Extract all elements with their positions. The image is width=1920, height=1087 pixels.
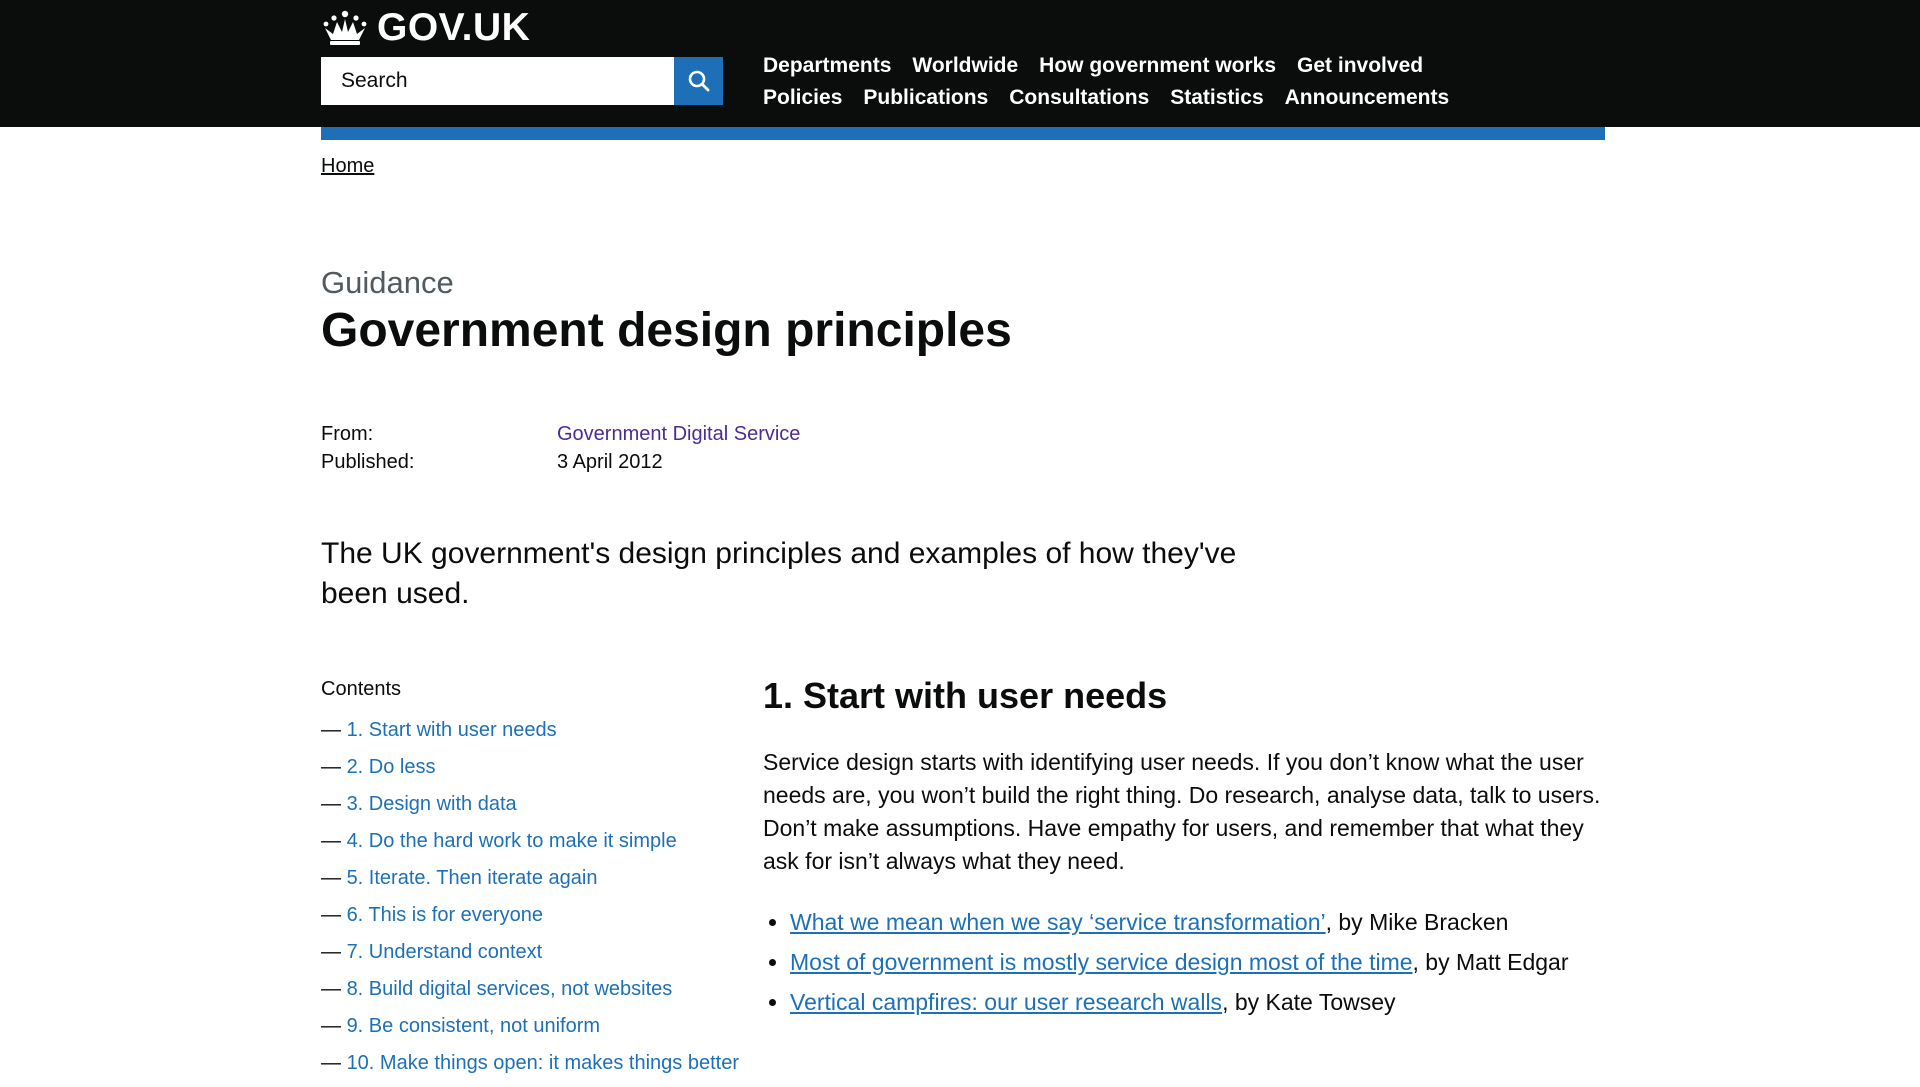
- principle-section: [763, 672, 1605, 1026]
- nav-link-worldwide[interactable]: Worldwide: [912, 54, 1019, 77]
- contents-item: [321, 1013, 721, 1050]
- crown-icon: [321, 8, 369, 48]
- contents-item: [321, 1050, 740, 1087]
- section-heading: 1. Start with user needs: [763, 675, 1168, 716]
- logo-text: GOV.UK: [377, 6, 531, 49]
- search-form: [321, 57, 723, 105]
- nav-row: [763, 82, 1523, 114]
- list-item: [790, 946, 1605, 979]
- contents-item: [321, 976, 721, 1013]
- contents-link[interactable]: 5. Iterate. Then iterate again: [346, 867, 598, 889]
- nav-link-consultations[interactable]: Consultations: [1009, 86, 1150, 109]
- dash: —: [321, 719, 347, 741]
- contents-title: Contents: [321, 678, 402, 700]
- publication-metadata: [321, 420, 800, 476]
- contents-link[interactable]: 9. Be consistent, not uniform: [346, 1015, 601, 1037]
- site-header: [0, 0, 1920, 127]
- from-organisation-link[interactable]: Government Digital Service: [557, 423, 801, 445]
- published-label: Published:: [321, 451, 415, 473]
- link-author: , by Kate Towsey: [1222, 989, 1396, 1015]
- nav-link-publications[interactable]: Publications: [863, 86, 989, 109]
- search-input[interactable]: [321, 57, 674, 105]
- nav-link-policies[interactable]: Policies: [763, 86, 843, 109]
- related-link[interactable]: Most of government is mostly service design most of the time: [790, 949, 1413, 975]
- govuk-logo-link[interactable]: [321, 6, 530, 50]
- related-link[interactable]: What we mean when we say ‘service transformation’: [790, 909, 1326, 935]
- dash: —: [321, 1015, 347, 1037]
- contents-link[interactable]: 10. Make things open: it makes things better: [346, 1052, 740, 1074]
- dash: —: [321, 904, 347, 926]
- contents-link[interactable]: 6. This is for everyone: [346, 904, 543, 926]
- nav-link-get-involved[interactable]: Get involved: [1297, 54, 1424, 77]
- nav-link-announcements[interactable]: Announcements: [1284, 86, 1450, 109]
- contents-item: [321, 939, 721, 976]
- nav-link-statistics[interactable]: Statistics: [1170, 86, 1264, 109]
- dash: —: [321, 793, 347, 815]
- list-item: [790, 986, 1605, 1019]
- lead-paragraph: The UK government's design principles and examples of how they've been used.: [321, 537, 1237, 610]
- contents-link[interactable]: 8. Build digital services, not websites: [346, 978, 673, 1000]
- nav-row: [763, 50, 1523, 82]
- link-author: , by Mike Bracken: [1325, 909, 1509, 935]
- contents-items: [321, 717, 740, 1087]
- contents-link[interactable]: 1. Start with user needs: [346, 719, 557, 741]
- dash: —: [321, 756, 347, 778]
- section-body: Service design starts with identifying user needs. If you don’t know what the user needs are, you won’t build the right thing. Do research, analyse data, talk to users. Don’t make assumptions. Have empathy for users, and remember that what they ask for isn’t always what they need.: [763, 749, 1601, 874]
- contents-item: [321, 902, 721, 939]
- list-item: [790, 906, 1605, 939]
- related-link[interactable]: Vertical campfires: our user research walls: [790, 989, 1223, 1015]
- dash: —: [321, 867, 347, 889]
- dash: —: [321, 941, 347, 963]
- from-label: From:: [321, 423, 374, 445]
- contents-item: [321, 791, 721, 828]
- contents-list: [321, 678, 740, 1087]
- nav-link-how-government-works[interactable]: How government works: [1039, 54, 1277, 77]
- search-button[interactable]: [674, 57, 723, 105]
- contents-link[interactable]: 4. Do the hard work to make it simple: [346, 830, 677, 852]
- related-links-list: [763, 906, 1605, 1019]
- page-title: Government design principles: [321, 304, 1012, 357]
- dash: —: [321, 978, 347, 1000]
- dash: —: [321, 830, 347, 852]
- main-navigation: [763, 50, 1523, 114]
- nav-link-departments[interactable]: Departments: [763, 54, 892, 77]
- contents-link[interactable]: 7. Understand context: [346, 941, 543, 963]
- page-caption: Guidance: [321, 265, 454, 300]
- contents-item: [321, 754, 721, 791]
- link-author: , by Matt Edgar: [1412, 949, 1569, 975]
- contents-link[interactable]: 2. Do less: [346, 756, 436, 778]
- header-blue-bar: [321, 127, 1605, 140]
- published-date: 3 April 2012: [557, 451, 663, 473]
- meta-published-row: [321, 448, 800, 476]
- search-icon: [687, 69, 711, 93]
- contents-item: [321, 865, 721, 902]
- contents-item: [321, 717, 721, 754]
- contents-link[interactable]: 3. Design with data: [346, 793, 517, 815]
- dash: —: [321, 1052, 347, 1074]
- meta-from-row: [321, 420, 800, 448]
- contents-item: [321, 828, 721, 865]
- breadcrumb-home[interactable]: Home: [321, 155, 375, 177]
